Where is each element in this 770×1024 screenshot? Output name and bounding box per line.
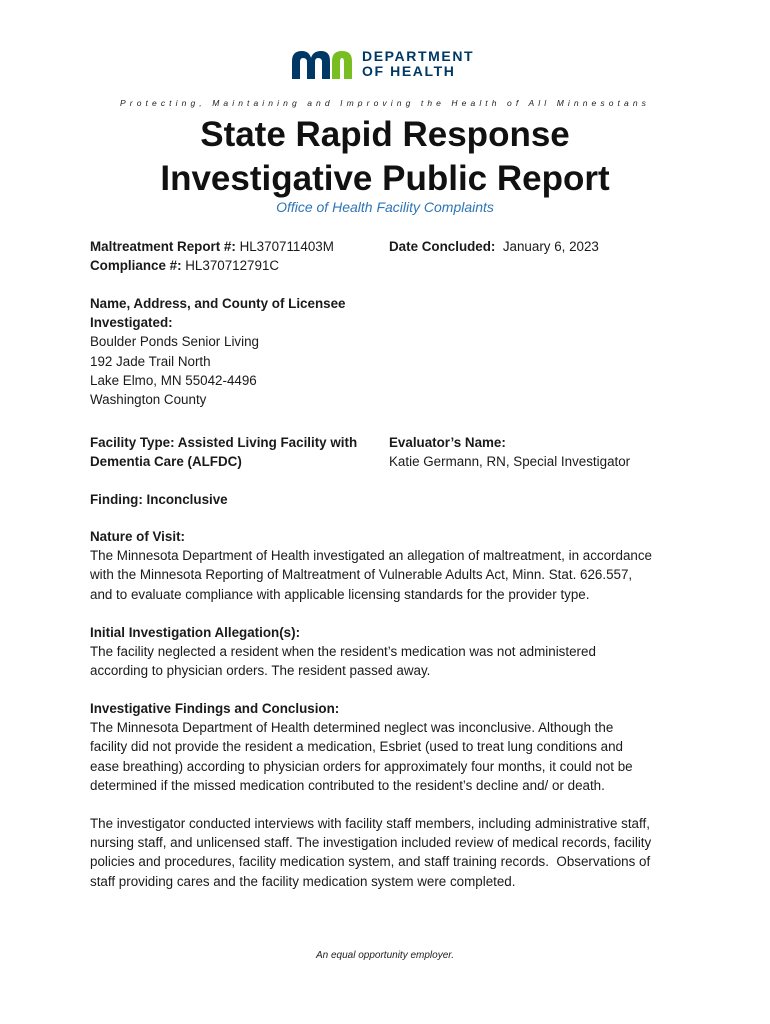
facility-type-line-1: Facility Type: Assisted Living Facility with	[90, 435, 358, 450]
licensee-street: 192 Jade Trail North	[90, 353, 211, 369]
compliance-label: Compliance #:	[90, 258, 182, 273]
nature-of-visit	[90, 527, 652, 604]
findings-line-2: facility did not provide the resident a medication, Esbriet (used to treat lung conditions and	[90, 739, 623, 755]
logo-line-1: DEPARTMENT	[362, 48, 475, 64]
licensee-county: Washington County	[90, 392, 207, 408]
page-title	[0, 113, 770, 201]
tagline: Protecting, Maintaining and Improving the Health of All Minnesotans	[120, 98, 650, 108]
compliance-value: HL370712791C	[181, 258, 280, 273]
evaluator-value: Katie Germann, RN, Special Investigator	[389, 454, 631, 470]
maltreatment-label: Maltreatment Report #:	[90, 239, 236, 254]
licensee-block	[90, 294, 345, 409]
findings-heading: Investigative Findings and Conclusion:	[90, 701, 340, 716]
allegations	[90, 623, 596, 681]
logo-line-2: OF HEALTH	[362, 63, 456, 79]
title-line-2: Investigative Public Report	[160, 159, 610, 198]
nature-line-3: and to evaluate compliance with applicable licensing standards for the provider type.	[90, 586, 590, 602]
allegation-line-2: according to physician orders. The resident passed away.	[90, 663, 431, 679]
allegation-line-1: The facility neglected a resident when the resident’s medication was not administered	[90, 644, 596, 660]
investigation-line-1: The investigator conducted interviews with facility staff members, including administrative staff,	[90, 816, 650, 831]
title-line-1: State Rapid Response	[200, 115, 570, 154]
logo-wordmark	[362, 49, 474, 79]
page-subtitle: Office of Health Facility Complaints	[276, 199, 494, 215]
investigation-line-4: staff providing cares and the facility medication system were completed.	[90, 873, 516, 889]
date-concluded	[389, 237, 599, 256]
findings-line-4: determined if the missed medication contributed to the resident’s decline and/ or death.	[90, 777, 605, 793]
licensee-city: Lake Elmo, MN 55042-4496	[90, 372, 257, 388]
findings-line-3: ease breathing) according to physician orders for approximately four months, it could not be	[90, 758, 633, 774]
compliance-number	[90, 256, 279, 275]
evaluator-label: Evaluator’s Name:	[389, 435, 506, 450]
nature-line-1: The Minnesota Department of Health investigated an allegation of maltreatment, in accordance	[90, 548, 652, 564]
nature-heading: Nature of Visit:	[90, 529, 185, 544]
findings-conclusion	[90, 699, 633, 795]
licensee-heading-2: Investigated:	[90, 315, 173, 331]
maltreatment-value: HL370711403M	[235, 239, 334, 254]
mdh-logo	[290, 48, 474, 80]
footer: An equal opportunity employer.	[315, 950, 455, 961]
facility-type	[90, 433, 357, 471]
findings-line-1: The Minnesota Department of Health determined neglect was inconclusive. Although the	[90, 720, 614, 736]
evaluator	[389, 433, 630, 471]
maltreatment-report	[90, 237, 334, 256]
facility-type-line-2: Dementia Care (ALFDC)	[90, 454, 242, 470]
finding: Finding: Inconclusive	[90, 492, 228, 507]
date-label: Date Concluded:	[389, 239, 496, 254]
nature-line-2: with the Minnesota Reporting of Maltreatment of Vulnerable Adults Act, Minn. Stat. 626.557,	[90, 567, 633, 583]
licensee-name: Boulder Ponds Senior Living	[90, 334, 259, 350]
date-value: January 6, 2023	[495, 239, 599, 254]
licensee-heading-1: Name, Address, and County of Licensee	[90, 296, 346, 311]
investigation-line-3: policies and procedures, facility medication system, and staff training records. Observations of	[90, 854, 651, 870]
investigation-paragraph	[90, 814, 651, 891]
investigation-line-2: nursing staff, and unlicensed staff. The investigation included review of medical records, facility	[90, 835, 652, 851]
allegation-heading: Initial Investigation Allegation(s):	[90, 625, 301, 640]
mn-logo-icon	[290, 49, 354, 79]
